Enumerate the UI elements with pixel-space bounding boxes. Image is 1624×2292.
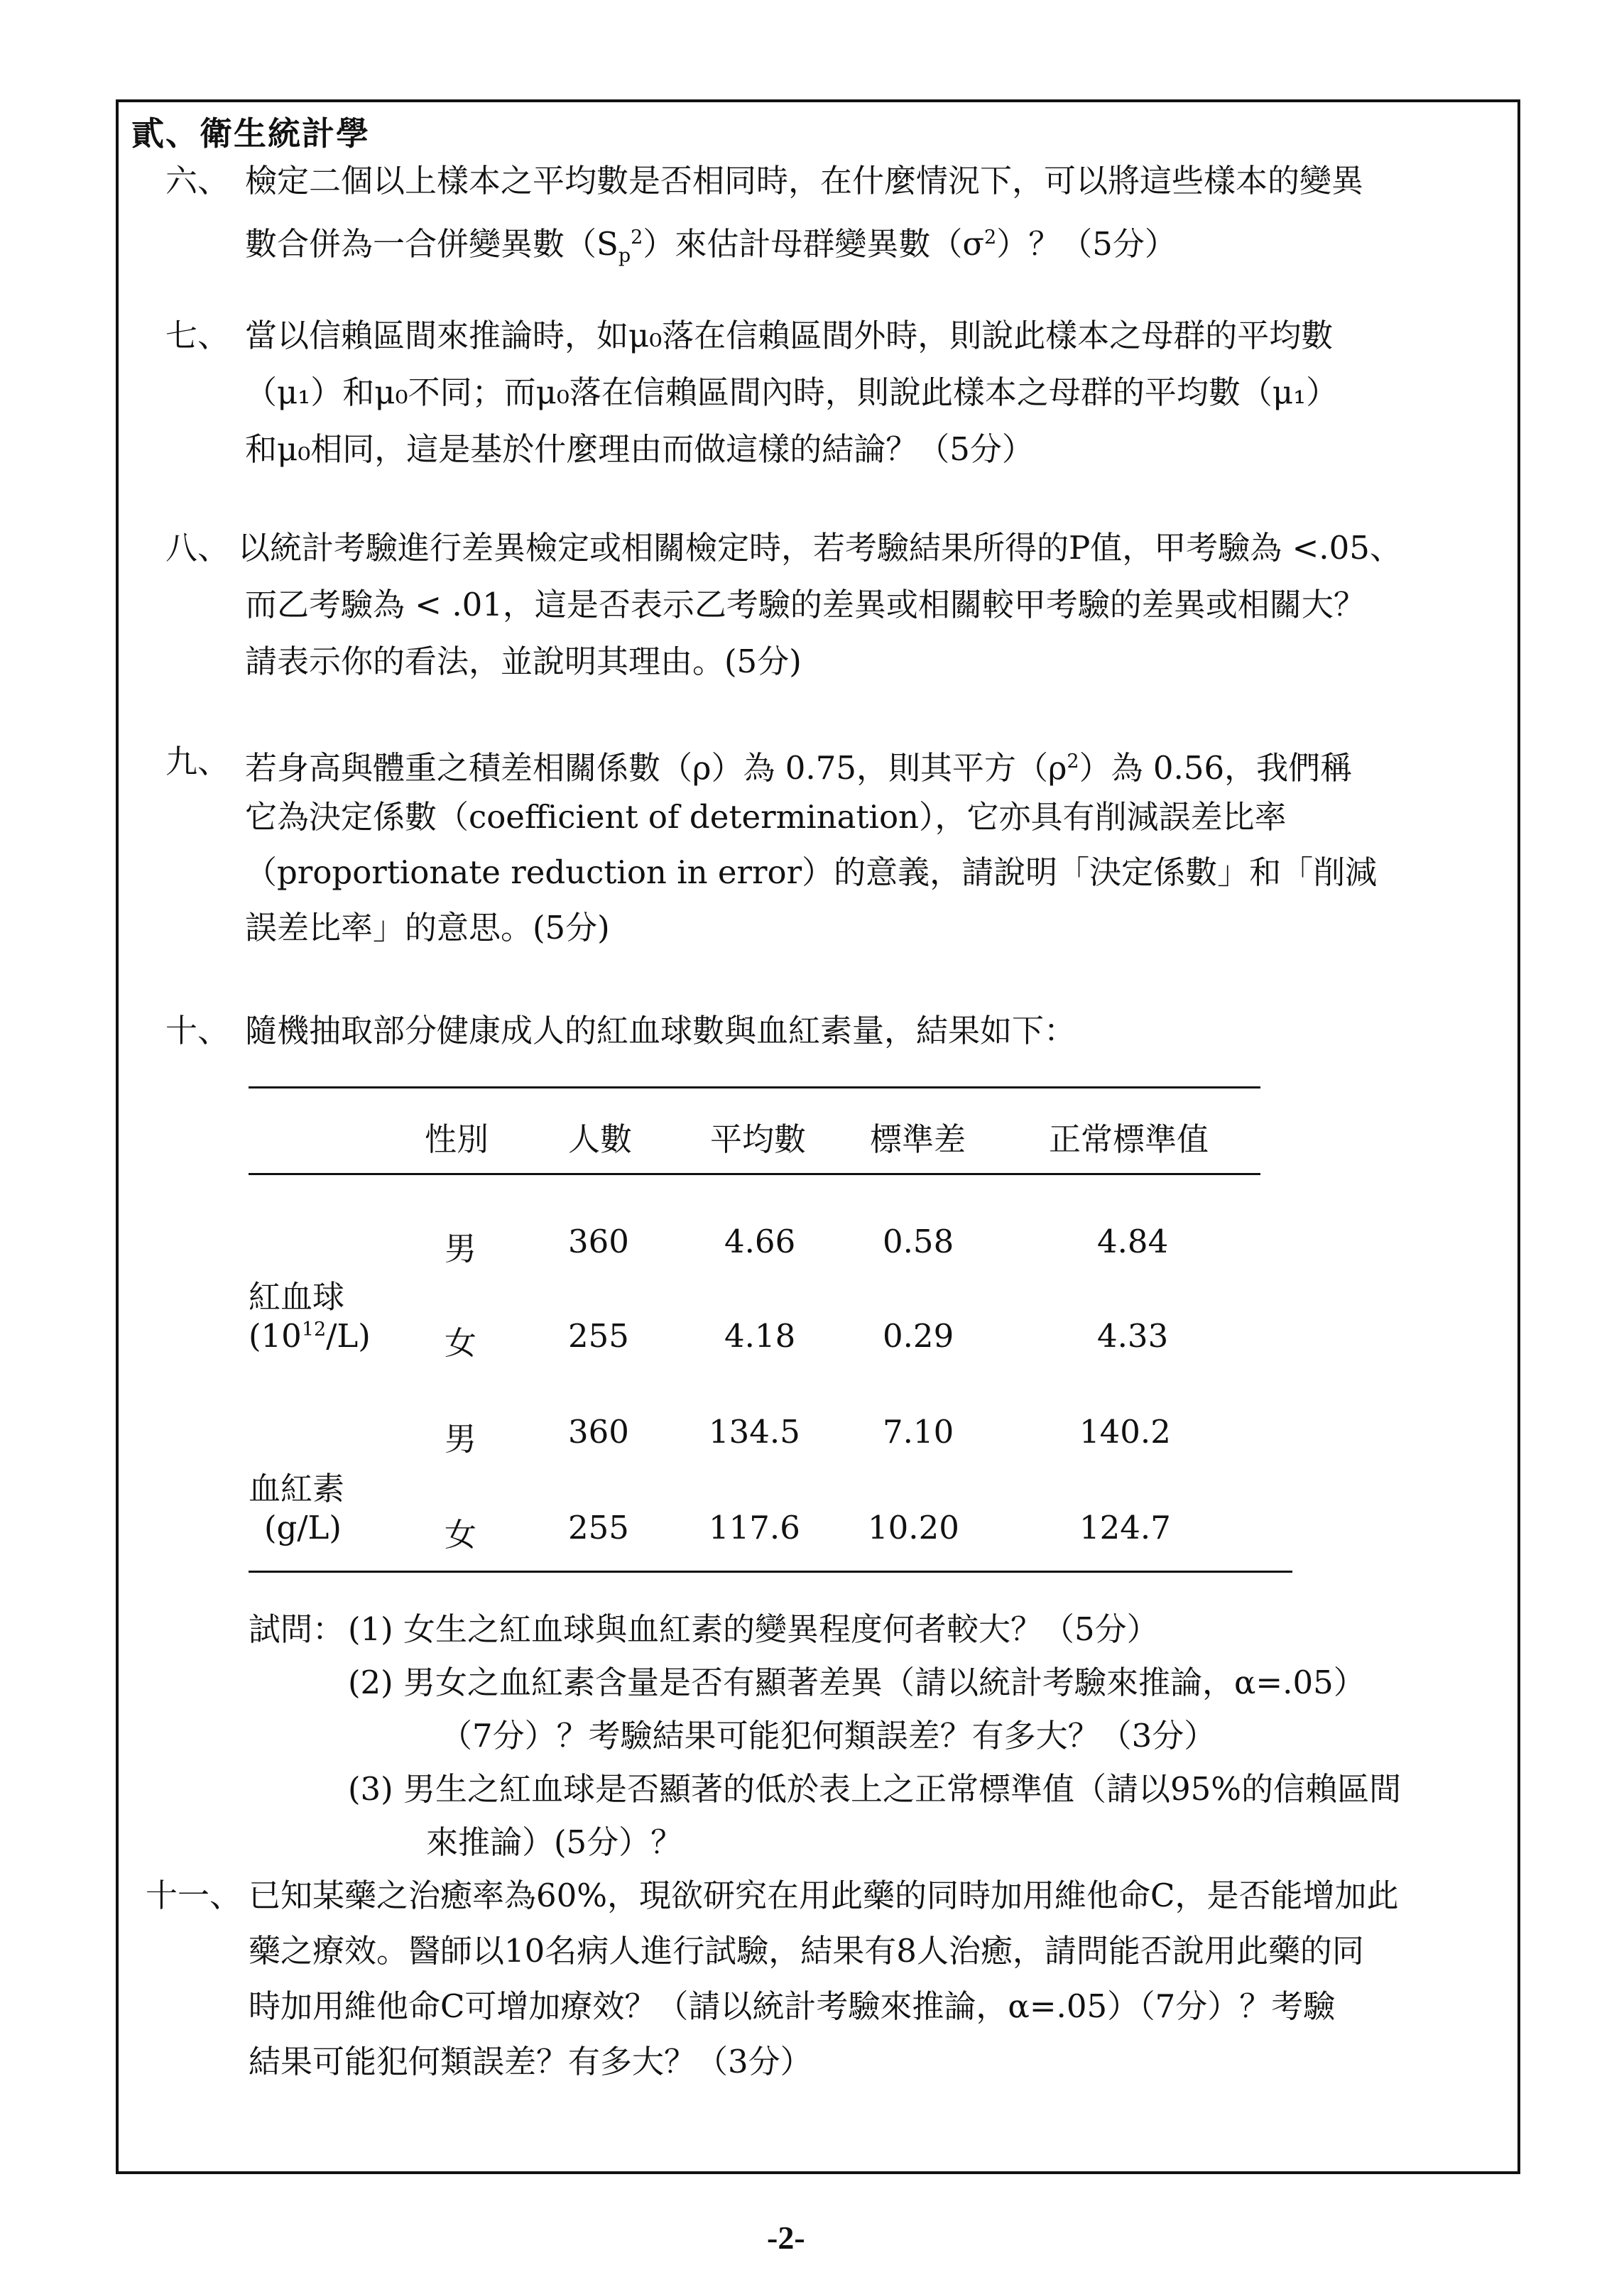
row-group-label: 紅血球 bbox=[249, 1278, 345, 1316]
table-cell: 女 bbox=[445, 1324, 477, 1362]
table-header-cell: 平均數 bbox=[710, 1120, 807, 1158]
question-line: 它為決定係數（coefficient of determination），它亦具有削減誤差比率 bbox=[245, 798, 1287, 836]
table-cell: 男 bbox=[445, 1420, 477, 1458]
table-cell: 140.2 bbox=[1079, 1413, 1171, 1451]
table-cell: 4.33 bbox=[1097, 1317, 1169, 1355]
question-line: 數合併為一合併變異數$(S_p^2)$來估計母群變異數$(\sigma^2)$？（5分） bbox=[245, 225, 1177, 267]
table-top-rule bbox=[249, 1086, 1260, 1088]
sub-question-3-cont: 來推論）(5分）？ bbox=[426, 1823, 683, 1861]
table-cell: 134.5 bbox=[709, 1413, 800, 1451]
table-cell: 255 bbox=[568, 1509, 629, 1546]
question-line: 以統計考驗進行差異檢定或相關檢定時，若考驗結果所得的P值，甲考驗為 <.05、 bbox=[238, 529, 1402, 567]
question-number: 七、 bbox=[165, 317, 230, 354]
table-header-cell: 性別 bbox=[425, 1120, 489, 1158]
question-number: 六、 bbox=[165, 162, 230, 200]
question-line: （proportionate reduction in error）的意義，請說明「決定係數」和「削減 bbox=[245, 853, 1378, 891]
question-line: （μ₁）和μ₀不同；而μ₀落在信賴區間內時，則說此樣本之母群的平均數（μ₁） bbox=[245, 373, 1339, 411]
table-cell: 男 bbox=[445, 1230, 477, 1267]
table-cell: 360 bbox=[568, 1413, 629, 1451]
table-cell: 0.29 bbox=[883, 1317, 954, 1355]
row-group-unit: $(10^{12}/L)$ bbox=[249, 1317, 371, 1355]
question-number: 十一、 bbox=[146, 1877, 242, 1914]
sub-question-2: (2) 男女之血紅素含量是否有顯著差異（請以統計考驗來推論，α=.05） bbox=[348, 1664, 1366, 1701]
question-line: 檢定二個以上樣本之平均數是否相同時，在什麼情況下，可以將這些樣本的變異 bbox=[245, 162, 1364, 200]
table-header-rule bbox=[249, 1173, 1260, 1175]
question-line: 和μ₀相同，這是基於什麼理由而做這樣的結論？（5分） bbox=[245, 430, 1034, 468]
question-line: 而乙考驗為 < .01，這是否表示乙考驗的差異或相關較甲考驗的差異或相關大？ bbox=[245, 586, 1366, 623]
table-cell: 4.18 bbox=[724, 1317, 796, 1355]
question-line: 隨機抽取部分健康成人的紅血球數與血紅素量，結果如下： bbox=[245, 1012, 1077, 1049]
table-cell: 117.6 bbox=[709, 1509, 800, 1546]
question-number: 九、 bbox=[165, 743, 230, 780]
table-header-cell: 人數 bbox=[568, 1120, 633, 1158]
row-group-label: 血紅素 bbox=[249, 1470, 345, 1507]
sub-question-1: (1) 女生之紅血球與血紅素的變異程度何者較大？（5分） bbox=[348, 1610, 1159, 1648]
table-cell: 7.10 bbox=[883, 1413, 954, 1451]
question-number: 八、 bbox=[165, 529, 230, 567]
table-cell: 4.84 bbox=[1097, 1223, 1169, 1260]
ask-label: 試問： bbox=[249, 1610, 345, 1648]
table-cell: 女 bbox=[445, 1516, 477, 1554]
table-cell: 4.66 bbox=[724, 1223, 796, 1260]
table-cell: 0.58 bbox=[883, 1223, 954, 1260]
question-line: 若身高與體重之積差相關係數（ρ）為 0.75，則其平方$(\rho^2)$為 0.56，我們稱 bbox=[245, 749, 1353, 787]
table-bottom-rule bbox=[249, 1571, 1292, 1573]
question-line: 結果可能犯何類誤差？有多大？（3分） bbox=[249, 2043, 812, 2080]
section-title: 貳、衛生統計學 bbox=[131, 114, 370, 153]
page-number: -2- bbox=[767, 2220, 805, 2256]
question-line: 當以信賴區間來推論時，如μ₀落在信賴區間外時，則說此樣本之母群的平均數 bbox=[245, 317, 1334, 354]
question-line: 已知某藥之治癒率為60%，現欲研究在用此藥的同時加用維他命C，是否能增加此 bbox=[249, 1877, 1399, 1914]
table-cell: 360 bbox=[568, 1223, 629, 1260]
question-line: 請表示你的看法，並說明其理由。(5分) bbox=[245, 643, 802, 680]
table-cell: 124.7 bbox=[1079, 1509, 1171, 1546]
table-header-cell: 標準差 bbox=[870, 1120, 966, 1158]
table-cell: 10.20 bbox=[868, 1509, 959, 1546]
question-line: 藥之療效。醫師以10名病人進行試驗，結果有8人治癒，請問能否說用此藥的同 bbox=[249, 1932, 1364, 1970]
question-line: 誤差比率」的意思。(5分) bbox=[245, 909, 610, 946]
sub-question-3: (3) 男生之紅血球是否顯著的低於表上之正常標準值（請以95%的信賴區間 bbox=[348, 1770, 1402, 1808]
row-group-unit: (g/L) bbox=[264, 1509, 342, 1546]
sub-question-2-cont: （7分）？考驗結果可能犯何類誤差？有多大？（3分） bbox=[440, 1717, 1216, 1755]
table-header-cell: 正常標準值 bbox=[1049, 1120, 1209, 1158]
question-line: 時加用維他命C可增加療效？（請以統計考驗來推論，α=.05）（7分）？考驗 bbox=[249, 1987, 1336, 2025]
table-cell: 255 bbox=[568, 1317, 629, 1355]
question-number: 十、 bbox=[165, 1012, 230, 1049]
